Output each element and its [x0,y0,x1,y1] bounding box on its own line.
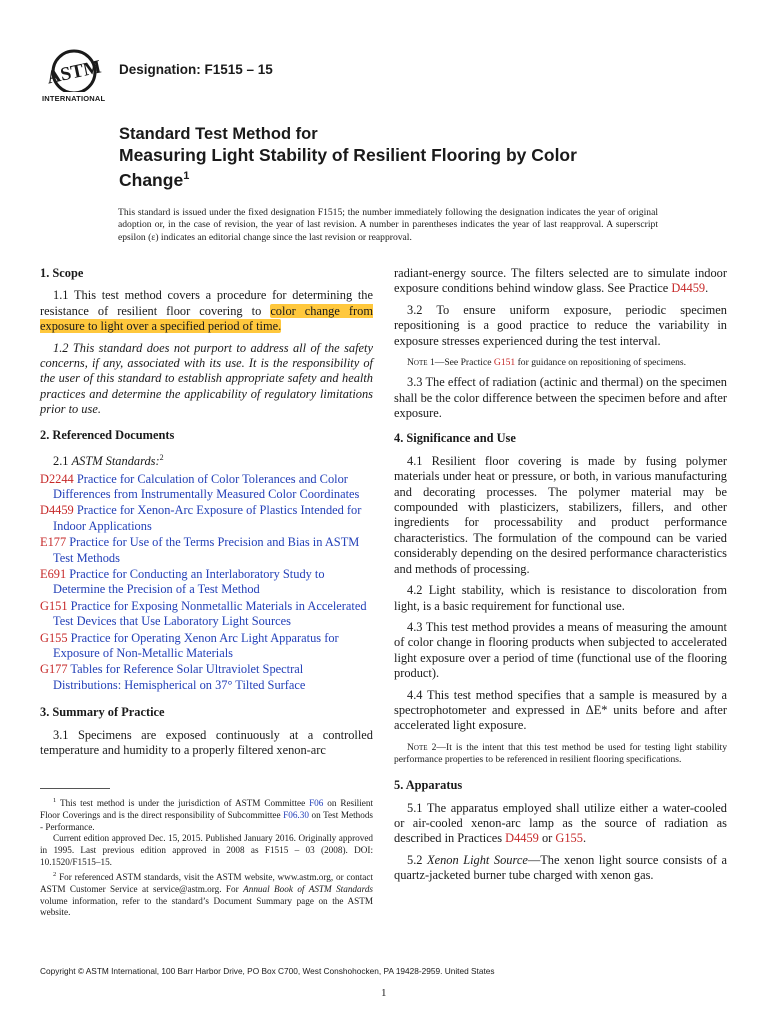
reference-list [40,472,373,694]
logo-text: INTERNATIONAL [42,94,106,103]
section-heading-significance: 4. Significance and Use [394,431,516,446]
paragraph-1-1: 1.1 This test method covers a procedure for determining the resistance of resilient floor covering to color change from exposure to light over a specified period of time. [40,288,373,334]
title-line-1: Standard Test Method for [119,125,318,143]
paragraph-4-1: 4.1 Resilient floor covering is made by fusing polymer materials under heat or pressure, or both, in various manufacturing and decorating processes. The polymer material may be compounded with plasticizers, stabilizers, fillers, and other ingredients for processability and product performance characteristics. The formulation of the compound can be varied considerably depending on the desired performance characteristics and methods of processing. [394,453,727,576]
reference-title-link[interactable]: Practice for Conducting an Interlaboratory Study to Determine the Precision of a Test Method [53,567,325,597]
title-line-2: Measuring Light Stability of Resilient Flooring by Color [119,145,577,165]
reference-code-link[interactable]: E691 [40,567,67,582]
reference-title-link[interactable]: Practice for Use of the Terms Precision and Bias in ASTM Test Methods [53,535,360,565]
reference-item [40,535,373,566]
preamble: This standard is issued under the fixed designation F1515; the number immediately following the designation indicates the year of original adoption or, in the case of revision, the year of last revision. A number in parentheses indicates the year of last reapproval. A superscript epsilon (ε) indicates an editorial change since the last revision or reapproval. [118,207,658,243]
reference-code-link[interactable]: E177 [40,535,67,550]
reference-title-link[interactable]: Practice for Operating Xenon Arc Light Apparatus for Exposure of Non-Metallic Materials [53,630,339,661]
title-footnote-mark: 1 [183,170,190,182]
title-line-3: Change$^1$ [119,170,190,190]
paragraph-4-4: 4.4 This test method specifies that a sample is measured by a spectrophotometer and expressed in ΔE* units before and after accelerated light exposure. [394,687,727,733]
reference-item [40,599,373,630]
highlighted-text: color change from exposure to light over a specified period of time. [40,303,373,334]
footnote-1: $^1$ This test method is under the jurisdiction of ASTM Committee F06 on Resilient Floor Coverings and is the direct responsibility of Subcommittee F06.30 on Test Methods - Performance. [40,797,373,832]
reference-title-link[interactable]: Practice for Exposing Nonmetallic Materials in Accelerated Test Devices that Use Laboratory Light Sources [53,598,367,629]
section-heading-apparatus: 5. Apparatus [394,778,463,793]
page-number: 1 [381,987,387,999]
paragraph-2-1: 2.1 ASTM Standards:$^2$ [53,453,164,469]
link-g151[interactable]: G151 [493,357,516,369]
left-column [40,266,373,765]
reference-code-link[interactable]: D4459 [40,503,74,518]
link-d4459-apparatus[interactable]: D4459 [505,831,539,846]
paragraph-3-2: 3.2 To ensure uniform exposure, periodic specimen repositioning is a good practice to reduce the variability in exposure stresses experienced during the test interval. [394,302,727,348]
astm-logo [40,48,112,108]
note-1: Note 1—See Practice G151 for guidance on repositioning of specimens. [407,357,686,369]
footnotes [40,795,373,919]
paragraph-5-2: 5.2 Xenon Light Source—The xenon light source consists of a quartz-jacketed burner tube charged with xenon gas. [394,852,727,883]
reference-item [40,662,373,693]
reference-code-link[interactable]: D2244 [40,471,74,486]
reference-code-link[interactable]: G177 [40,662,68,677]
footnote-2: $^2$ For referenced ASTM standards, visit the ASTM website, www.astm.org, or contact ASTM Customer Service at service@astm.org. For Annual Book of ASTM Standards volume information, refer to the standard’s Document Summary page on the ASTM website. [40,870,373,918]
designation: Designation: F1515 – 15 [119,62,273,77]
document-title [119,124,679,191]
paragraph-4-2: 4.2 Light stability, which is resistance to discoloration from light, is a basic requirement for functional use. [394,583,727,613]
paragraph-3-1-continued: radiant-energy source. The filters selected are to simulate indoor exposure conditions behind window glass. See Practice D4459. [394,266,727,296]
link-f06-30[interactable]: F06.30 [283,809,309,820]
right-column [394,266,727,890]
reference-title-link[interactable]: Practice for Xenon-Arc Exposure of Plastics Intended for Indoor Applications [53,503,362,533]
section-heading-summary: 3. Summary of Practice [40,705,165,720]
reference-code-link[interactable]: G151 [40,598,68,613]
note-2: Note 2—It is the intent that this test method be used for testing light stability performance properties to be referenced in resilient flooring specifications. [394,741,727,765]
reference-item [40,567,373,598]
reference-code-link[interactable]: G155 [40,630,68,645]
section-heading-scope: 1. Scope [40,266,84,280]
section-heading-referenced: 2. Referenced Documents [40,427,175,442]
reference-title-link[interactable]: Tables for Reference Solar Ultraviolet Spectral Distributions: Hemispherical on 37° Tilted Surface [53,662,306,692]
reference-item [40,631,373,662]
reference-item [40,472,373,503]
paragraph-5-1: 5.1 The apparatus employed shall utilize either a water-cooled or air-cooled xenon-arc lamp as the source of radiation as described in Practices D4459 or G155. [394,800,727,846]
copyright-notice: Copyright © ASTM International, 100 Barr Harbor Drive, PO Box C700, West Conshohocken, PA 19428-2959. United States [40,966,495,976]
svg-text:ASTM: ASTM [45,56,104,89]
reference-item [40,503,373,534]
footnote-1-edition: Current edition approved Dec. 15, 2015. Published January 2016. Originally approved in 1995. Last previous edition approved in 2008 as F1515 – 03 (2008). DOI: 10.1520/F1515–15. [40,833,373,868]
link-d4459[interactable]: D4459 [671,281,706,296]
link-g155-apparatus[interactable]: G155 [555,831,583,846]
paragraph-4-3: 4.3 This test method provides a means of measuring the amount of color change in flooring products when subjected to accelerated light exposure over a period of time (functional use of the flooring product). [394,619,727,681]
paragraph-3-1: 3.1 Specimens are exposed continuously at a controlled temperature and humidity to a properly filtered xenon-arc [40,727,373,758]
reference-title-link[interactable]: Practice for Calculation of Color Tolerances and Color Differences from Instrumentally Measured Color Coordinates [53,471,360,501]
link-f06[interactable]: F06 [309,798,324,809]
paragraph-1-2: 1.2 This standard does not purport to address all of the safety concerns, if any, associated with its use. It is the responsibility of the user of this standard to establish appropriate safety and health practices and determine the applicability of regulatory limitations prior to use. [40,340,373,417]
footnote-rule [40,788,110,789]
paragraph-3-3: 3.3 The effect of radiation (actinic and thermal) on the specimen shall be the color difference between the specimen before and after exposure. [394,375,727,421]
